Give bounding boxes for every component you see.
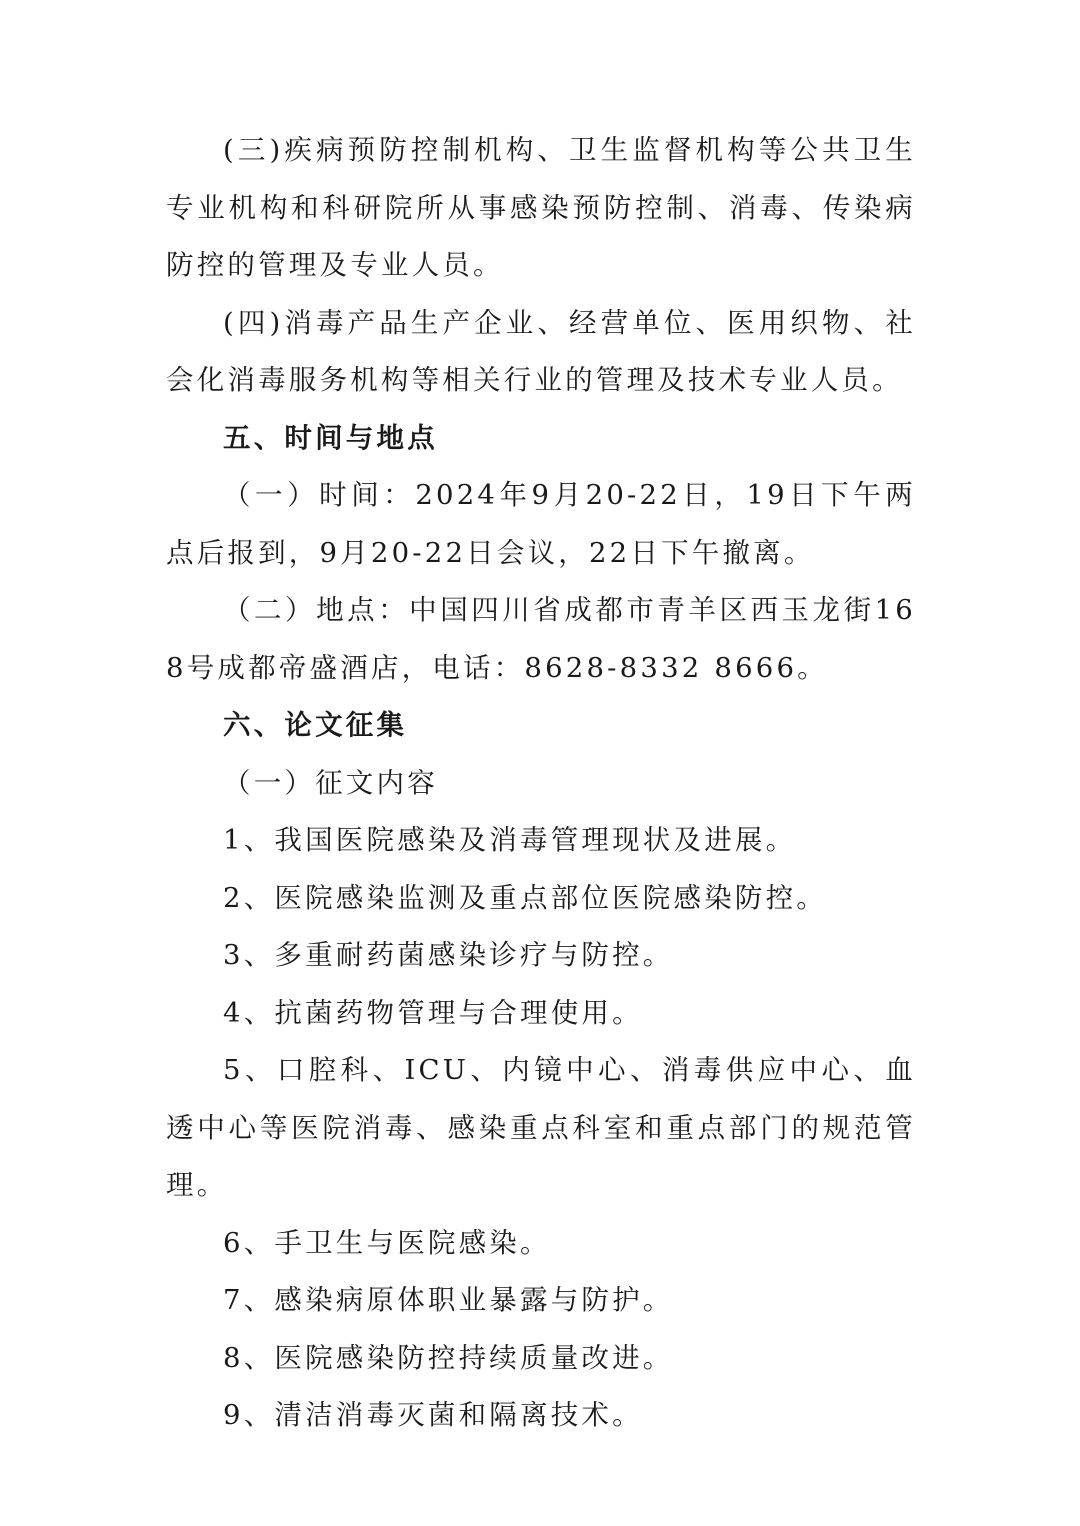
- section-5-heading: 五、时间与地点: [223, 421, 438, 454]
- document-body: [166, 122, 916, 1445]
- topic-item-5: 5、口腔科、ICU、内镜中心、消毒供应中心、血透中心等医院消毒、感染重点科室和重点部门的规范管理。: [166, 1054, 916, 1201]
- place-paragraph: （二）地点：中国四川省成都市青羊区西玉龙街168号成都帝盛酒店，电话：8628-8332 8666。: [166, 594, 916, 684]
- topic-item-9: 9、清洁消毒灭菌和隔离技术。: [223, 1399, 643, 1431]
- topic-item-6: 6、手卫生与医院感染。: [223, 1226, 551, 1259]
- topic-item-3: 3、多重耐药菌感染诊疗与防控。: [223, 939, 674, 971]
- topic-item-7: 7、感染病原体职业暴露与防护。: [223, 1284, 674, 1316]
- topic-item-4: 4、抗菌药物管理与合理使用。: [223, 996, 643, 1029]
- subsection-paper-content: （一）征文内容: [223, 766, 438, 799]
- topic-item-1: 1、我国医院感染及消毒管理现状及进展。: [223, 824, 797, 856]
- paragraph-category-4: (四)消毒产品生产企业、经营单位、医用织物、社会化消毒服务机构等相关行业的管理及技术专业人员。: [166, 306, 916, 396]
- section-6-heading: 六、论文征集: [223, 709, 408, 741]
- time-paragraph: （一）时间：2024年9月20-22日，19日下午两点后报到，9月20-22日会议，22日下午撤离。: [166, 479, 916, 569]
- topic-item-8: 8、医院感染防控持续质量改进。: [223, 1341, 674, 1374]
- topic-item-2: 2、医院感染监测及重点部位医院感染防控。: [223, 881, 827, 914]
- paragraph-category-3: (三)疾病预防控制机构、卫生监督机构等公共卫生专业机构和科研院所从事感染预防控制、消毒、传染病防控的管理及专业人员。: [166, 134, 916, 281]
